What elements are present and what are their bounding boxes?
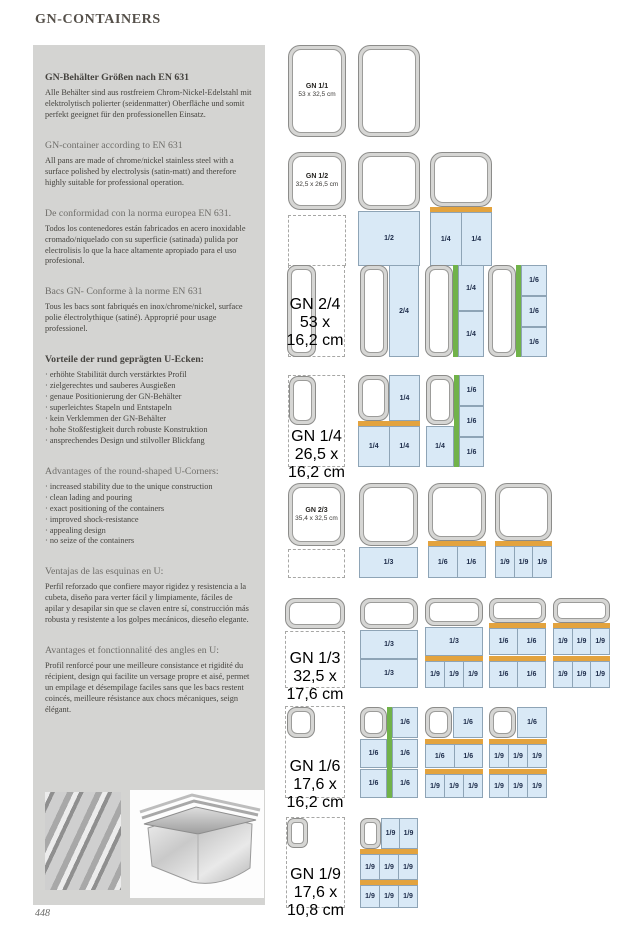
pan-inner-surface bbox=[291, 711, 311, 734]
orange-divider bbox=[489, 623, 546, 628]
gn-pan-shape bbox=[488, 265, 516, 357]
fraction-cells bbox=[459, 437, 484, 467]
gn-pan-shape bbox=[360, 598, 418, 629]
orange-divider bbox=[428, 541, 486, 546]
page-title: GN-CONTAINERS bbox=[35, 12, 161, 27]
bullet-item: · clean lading and pouring bbox=[45, 493, 253, 504]
fraction-cell: 1/2 bbox=[384, 235, 394, 242]
fraction-cells bbox=[392, 769, 418, 798]
gn-pan-shape bbox=[285, 598, 345, 629]
orange-divider bbox=[553, 656, 610, 661]
fraction-cell: 1/9 bbox=[514, 547, 533, 577]
fraction-cells bbox=[489, 628, 546, 655]
pan-inner-surface bbox=[364, 269, 384, 353]
fraction-cell: 1/9 bbox=[590, 629, 609, 654]
gn-pan-shape bbox=[359, 483, 418, 546]
fraction-cells bbox=[389, 375, 420, 421]
gn-pan-shape bbox=[553, 598, 610, 623]
fraction-cells bbox=[459, 406, 484, 437]
fraction-cell: 1/9 bbox=[508, 775, 527, 797]
fraction-cell: 1/6 bbox=[529, 277, 539, 284]
gn-size-name: GN 1/3 bbox=[289, 650, 341, 667]
pan-inner-surface bbox=[291, 822, 304, 844]
fraction-cell: 1/6 bbox=[529, 338, 539, 346]
section-body-3: Tous les bacs sont fabriqués en inox/chrome/nickel, surface polie électrolythique (satiné). Approprié pour usage professionel. bbox=[45, 302, 243, 334]
orange-divider bbox=[360, 880, 418, 885]
section-body-1: All pans are made of chrome/nickel stainless steel with a surface polished by electrolysis (satin-matt) and therefore highly suitable for professional operation. bbox=[45, 155, 237, 187]
fraction-cell: 1/9 bbox=[463, 662, 482, 687]
fraction-cell: 1/4 bbox=[389, 427, 420, 466]
fraction-cell: 1/6 bbox=[400, 780, 410, 787]
pan-inner-surface bbox=[493, 711, 512, 734]
green-divider bbox=[516, 265, 521, 357]
floating-size-label bbox=[283, 296, 347, 350]
gn-size-dimensions: 53 x 32,5 cm bbox=[298, 91, 336, 99]
page-number: 448 bbox=[35, 908, 50, 919]
gn-size-dimensions: 35,4 x 32,5 cm bbox=[295, 514, 338, 522]
orange-divider bbox=[553, 623, 610, 628]
fraction-cell: 1/9 bbox=[365, 863, 375, 871]
floating-size-label bbox=[285, 758, 345, 812]
bullet-item: · increased stability due to the unique construction bbox=[45, 482, 253, 493]
fraction-cells bbox=[489, 661, 546, 688]
pan-inner-surface bbox=[492, 269, 512, 353]
bullet-item: · hohe Stoßfestigkeit durch robuste Konstruktion bbox=[45, 425, 253, 436]
section-body-2: Todos los contenedores están fabricados en acero inoxidable cromado/niquelado con su superficie (satinada) pulida por electrolisis lo que la hace altamente apropiado para el uso profesional. bbox=[45, 223, 246, 266]
bullet-item: · no seize of the containers bbox=[45, 536, 253, 547]
fraction-cell: 1/9 bbox=[494, 752, 504, 760]
section-heading-7: Avantages et fonctionnalité des angles en U: bbox=[45, 645, 219, 657]
fraction-cells bbox=[489, 744, 547, 768]
fraction-cells bbox=[360, 885, 418, 908]
fraction-cells bbox=[553, 628, 610, 655]
fraction-cell: 1/6 bbox=[466, 448, 477, 456]
gn-pan-shape bbox=[288, 483, 345, 546]
fraction-cell: 1/6 bbox=[368, 750, 379, 757]
fraction-cells bbox=[521, 265, 547, 296]
fraction-cell: 1/6 bbox=[437, 558, 448, 566]
bullet-item: · erhöhte Stabilität durch verstärktes Profil bbox=[45, 370, 253, 381]
fraction-cells bbox=[458, 311, 484, 357]
fraction-cells bbox=[553, 661, 610, 688]
gn-size-name: GN 2/3 bbox=[305, 506, 328, 514]
gn-pan-shape bbox=[358, 152, 420, 210]
section-bullets-4 bbox=[45, 370, 253, 447]
fraction-cell: 1/4 bbox=[399, 394, 410, 402]
fraction-cells bbox=[489, 774, 547, 798]
pan-inner-surface bbox=[362, 49, 416, 133]
fraction-cell: 1/9 bbox=[379, 886, 398, 907]
fraction-cells bbox=[359, 547, 418, 578]
gn-pan-shape bbox=[360, 818, 381, 849]
fraction-cell: 1/6 bbox=[466, 418, 477, 425]
orange-divider bbox=[489, 656, 546, 661]
section-body-6: Perfil reforzado que confiere mayor rigidez y resistencia a la cubeta, diseño para verter fácil y limpiamente, fáciles de apilar y desapilar sin que se claven entre sí, construcción más robusta y resistente a los golpes mecánicos, dieseño elegante. bbox=[45, 582, 249, 625]
bullet-item: · genaue Positionierung der GN-Behälter bbox=[45, 392, 253, 403]
section-body-0: Alle Behälter sind aus rostfreiem Chrom-Nickel-Edelstahl mit elektrolytisch polierter (seidenmatter) Oberfläche und somit perfekt geeignet für den professionellen Einsatz. bbox=[45, 88, 252, 119]
fraction-cells bbox=[360, 630, 418, 659]
gn-pan-shape bbox=[425, 598, 483, 626]
gn-pan-shape bbox=[287, 818, 308, 848]
fraction-cells bbox=[381, 818, 418, 849]
product-photo-stacked-pans-2 bbox=[130, 790, 264, 898]
pan-inner-surface bbox=[429, 269, 449, 353]
stainless-pan-illustration bbox=[130, 790, 264, 898]
orange-divider bbox=[358, 421, 420, 426]
fraction-cell: 1/6 bbox=[498, 671, 509, 678]
pan-inner-surface bbox=[499, 487, 548, 537]
fraction-cells bbox=[521, 296, 547, 327]
fraction-cell: 1/9 bbox=[572, 629, 591, 654]
gn-size-dimensions: 26,5 x 16,2 cm bbox=[288, 446, 345, 481]
fraction-cell: 1/4 bbox=[435, 443, 445, 450]
fraction-cell: 1/6 bbox=[434, 752, 445, 760]
pan-inner-surface bbox=[364, 602, 414, 625]
fraction-cell: 1/9 bbox=[557, 638, 568, 645]
gn-pan-shape bbox=[360, 707, 387, 738]
orange-divider bbox=[430, 207, 492, 212]
gn-pan-shape bbox=[425, 265, 453, 357]
fraction-cell: 1/6 bbox=[454, 745, 483, 767]
green-divider bbox=[387, 707, 392, 798]
section-heading-2: De conformidad con la norma europea EN 631. bbox=[45, 207, 232, 219]
fraction-cell: 1/9 bbox=[590, 662, 609, 687]
orange-divider bbox=[425, 769, 483, 774]
gn-pan-shape bbox=[288, 152, 346, 210]
orange-divider bbox=[425, 739, 483, 744]
fraction-cells bbox=[426, 426, 454, 467]
gn-pan-shape bbox=[289, 376, 316, 425]
fraction-cell: 1/9 bbox=[494, 782, 504, 790]
pan-size-label bbox=[289, 46, 345, 136]
pan-inner-surface bbox=[557, 602, 606, 619]
gn-size-dimensions: 17,6 x 10,8 cm bbox=[287, 884, 344, 919]
fraction-cell: 1/9 bbox=[430, 671, 440, 678]
fraction-cells bbox=[453, 707, 483, 738]
fraction-cells bbox=[360, 659, 418, 688]
fraction-cell: 1/6 bbox=[517, 629, 545, 654]
fraction-cell: 1/9 bbox=[385, 830, 396, 837]
bullet-item: · superleichtes Stapeln und Entstapeln bbox=[45, 403, 253, 414]
fraction-cells bbox=[425, 774, 483, 798]
pan-inner-surface bbox=[434, 156, 488, 203]
fraction-cell: 1/6 bbox=[457, 547, 486, 577]
fraction-cell: 1/6 bbox=[527, 719, 537, 726]
fraction-cells bbox=[360, 854, 418, 880]
fraction-cells bbox=[392, 707, 418, 738]
gn-size-name: GN 2/4 bbox=[289, 296, 341, 313]
gn-pan-shape bbox=[489, 598, 546, 623]
section-body-7: Profil renforcé pour une meilleure consistance et rigidité du récipient, design qui facilite un versage propre et aisé, permet un empilage et désempilage faciles sans que les bacs restent coincés, meilleure résistance aux chocs mécaniques, seign élégant. bbox=[45, 661, 250, 714]
fraction-cell: 1/6 bbox=[463, 719, 473, 726]
gn-size-dimensions: 17,6 x 16,2 cm bbox=[286, 776, 344, 811]
fraction-cell: 1/4 bbox=[461, 213, 492, 265]
pan-size-label bbox=[289, 484, 344, 545]
bullet-item: · ansprechendes Design und stilvoller Blickfang bbox=[45, 436, 253, 447]
gn-size-name: GN 1/1 bbox=[305, 83, 329, 91]
fraction-cell: 1/9 bbox=[430, 782, 440, 790]
fraction-cell: 1/9 bbox=[398, 855, 417, 879]
gn-size-dimensions: 32,5 x 17,6 cm bbox=[286, 668, 344, 703]
fraction-cell: 1/9 bbox=[398, 886, 417, 907]
fraction-cell: 1/4 bbox=[466, 284, 476, 292]
empty-slot-outline bbox=[288, 215, 346, 266]
fraction-cells bbox=[358, 211, 420, 266]
fraction-cells bbox=[495, 546, 552, 578]
fraction-cells bbox=[430, 212, 492, 266]
fraction-cells bbox=[360, 769, 387, 798]
pan-inner-surface bbox=[362, 379, 385, 417]
fraction-cell: 1/6 bbox=[529, 308, 539, 315]
fraction-cell: 1/9 bbox=[499, 558, 510, 566]
fraction-cell: 1/9 bbox=[379, 855, 398, 879]
orange-divider bbox=[360, 849, 418, 854]
bullet-item: · appealing design bbox=[45, 526, 253, 537]
fraction-cell: 1/4 bbox=[368, 443, 379, 450]
bullet-item: · kein Verklemmen der GN-Behälter bbox=[45, 414, 253, 425]
gn-size-name: GN 1/9 bbox=[290, 866, 341, 883]
fraction-cell: 1/6 bbox=[400, 750, 410, 757]
pan-inner-surface bbox=[363, 487, 414, 542]
green-divider bbox=[454, 375, 459, 467]
fraction-cell: 1/9 bbox=[365, 893, 375, 900]
fraction-cell: 1/6 bbox=[368, 780, 379, 787]
fraction-cell: 1/9 bbox=[463, 775, 482, 797]
fraction-cell: 1/9 bbox=[399, 819, 417, 848]
fraction-cell: 2/4 bbox=[399, 307, 409, 315]
gn-pan-shape bbox=[358, 375, 389, 421]
fraction-cells bbox=[360, 739, 387, 768]
pan-inner-surface bbox=[429, 711, 448, 734]
gn-size-dimensions: 32,5 x 26,5 cm bbox=[295, 181, 339, 189]
fraction-cell: 1/4 bbox=[466, 330, 476, 338]
fraction-cells bbox=[389, 265, 419, 357]
gn-size-name: GN 1/4 bbox=[291, 428, 342, 445]
fraction-cells bbox=[517, 707, 547, 738]
fraction-cell: 1/3 bbox=[383, 559, 394, 566]
gn-size-dimensions: 53 x 16,2 cm bbox=[286, 314, 344, 349]
gn-pan-shape bbox=[426, 375, 454, 425]
gn-pan-shape bbox=[288, 45, 346, 137]
pan-inner-surface bbox=[493, 602, 542, 619]
pan-inner-surface bbox=[364, 822, 377, 845]
pan-inner-surface bbox=[429, 602, 479, 622]
green-divider bbox=[453, 265, 458, 357]
floating-size-label bbox=[285, 650, 345, 704]
gn-size-name: GN 1/2 bbox=[305, 173, 329, 181]
fraction-cell: 1/9 bbox=[532, 547, 551, 577]
fraction-cells bbox=[425, 661, 483, 688]
gn-size-name: GN 1/6 bbox=[289, 758, 341, 775]
section-heading-4: Vorteile der rund geprägten U-Ecken: bbox=[45, 354, 204, 366]
pan-inner-surface bbox=[293, 380, 312, 421]
floating-size-label bbox=[286, 866, 345, 920]
fraction-cell: 1/9 bbox=[527, 775, 546, 797]
bullet-item: · exact positioning of the containers bbox=[45, 504, 253, 515]
empty-slot-outline bbox=[288, 549, 345, 578]
pan-inner-surface bbox=[364, 711, 383, 734]
fraction-cell: 1/9 bbox=[572, 662, 591, 687]
fraction-cells bbox=[458, 265, 484, 311]
info-panel bbox=[33, 45, 265, 905]
section-bullets-5 bbox=[45, 482, 253, 548]
section-heading-6: Ventajas de las esquinas en U: bbox=[45, 566, 164, 578]
orange-divider bbox=[425, 656, 483, 661]
fraction-cell: 1/3 bbox=[384, 670, 394, 677]
gn-pan-shape bbox=[358, 45, 420, 137]
fraction-cell: 1/9 bbox=[508, 745, 527, 767]
fraction-cell: 1/9 bbox=[557, 671, 568, 678]
floating-size-label bbox=[288, 428, 345, 482]
gn-pan-shape bbox=[360, 265, 388, 357]
section-heading-5: Advantages of the round-shaped U-Corners: bbox=[45, 465, 219, 477]
fraction-cell: 1/6 bbox=[400, 719, 410, 726]
bullet-item: · improved shock-resistance bbox=[45, 515, 253, 526]
gn-pan-shape bbox=[287, 707, 315, 738]
fraction-cell: 1/9 bbox=[444, 662, 463, 687]
fraction-cells bbox=[425, 627, 483, 656]
orange-divider bbox=[489, 769, 547, 774]
fraction-cell: 1/3 bbox=[449, 638, 459, 645]
fraction-cells bbox=[358, 426, 420, 467]
orange-divider bbox=[489, 739, 547, 744]
gn-pan-shape bbox=[489, 707, 516, 738]
product-photo-stacked-pans-1 bbox=[45, 792, 121, 890]
fraction-cell: 1/9 bbox=[527, 745, 546, 767]
fraction-cell: 1/9 bbox=[444, 775, 463, 797]
fraction-cell: 1/3 bbox=[384, 641, 394, 648]
bullet-item: · zielgerechtes und sauberes Ausgießen bbox=[45, 381, 253, 392]
fraction-cells bbox=[392, 739, 418, 768]
gn-pan-shape bbox=[425, 707, 452, 738]
fraction-cells bbox=[521, 327, 547, 357]
pan-size-label bbox=[289, 153, 345, 209]
pan-inner-surface bbox=[289, 602, 341, 625]
section-heading-0: GN-Behälter Größen nach EN 631 bbox=[45, 72, 190, 83]
fraction-cells bbox=[428, 546, 486, 578]
fraction-cell: 1/4 bbox=[440, 235, 451, 243]
fraction-cell: 1/6 bbox=[517, 662, 545, 687]
pan-inner-surface bbox=[362, 156, 416, 206]
fraction-cells bbox=[459, 375, 484, 406]
fraction-cell: 1/6 bbox=[498, 638, 509, 645]
gn-pan-shape bbox=[495, 483, 552, 541]
fraction-cell: 1/6 bbox=[466, 387, 477, 394]
section-heading-3: Bacs GN- Conforme à la norme EN 631 bbox=[45, 286, 203, 298]
pan-inner-surface bbox=[430, 379, 450, 421]
section-heading-1: GN-container according to EN 631 bbox=[45, 139, 183, 151]
gn-pan-shape bbox=[430, 152, 492, 207]
pan-inner-surface bbox=[432, 487, 482, 537]
orange-divider bbox=[495, 541, 552, 546]
gn-pan-shape bbox=[428, 483, 486, 541]
fraction-cells bbox=[425, 744, 483, 768]
